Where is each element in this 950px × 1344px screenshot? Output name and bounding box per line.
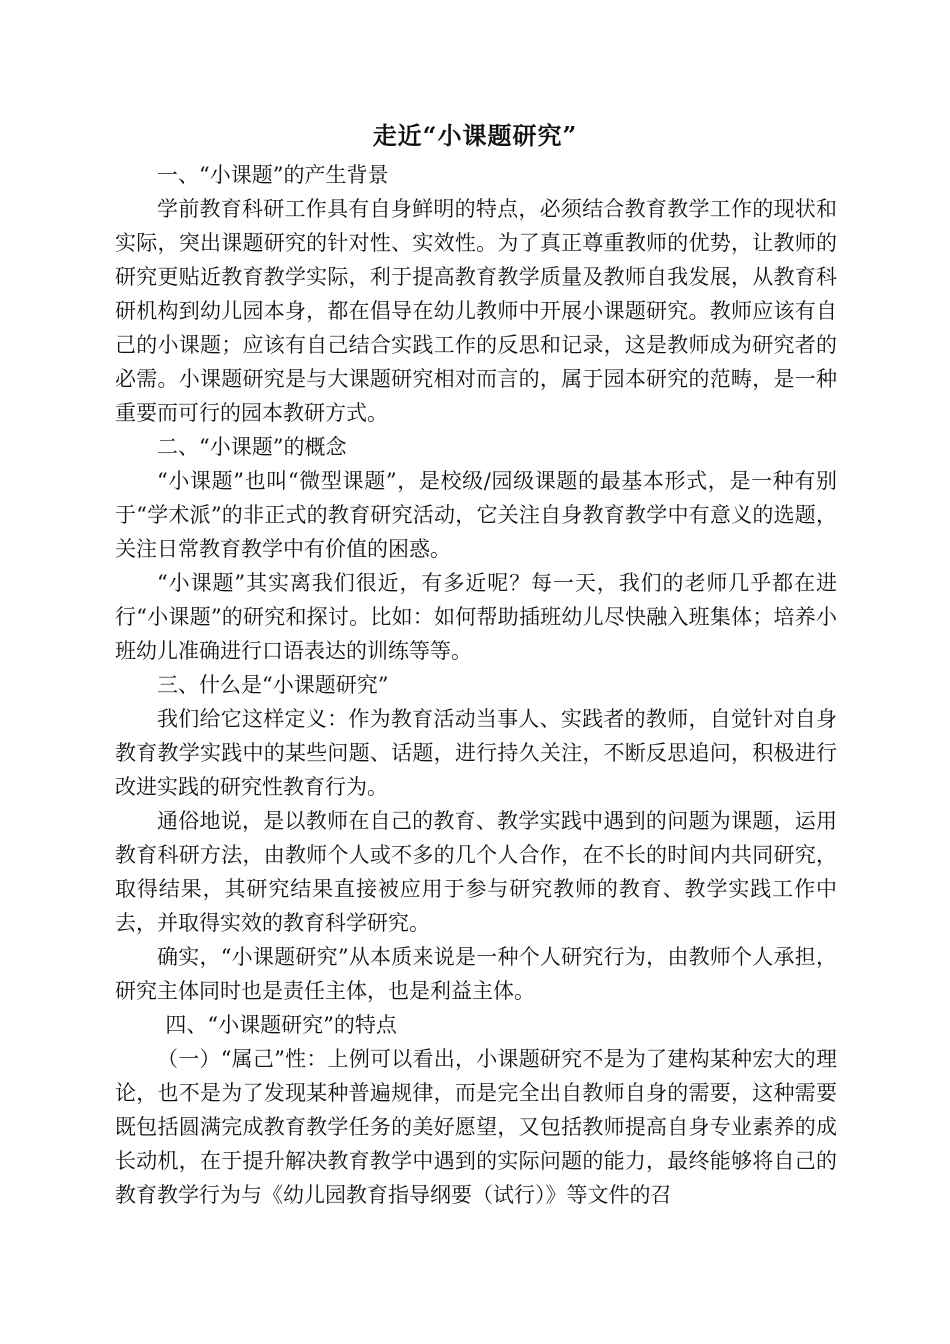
document-body [115, 158, 837, 1212]
section-heading-2: 二、“小课题”的概念 [157, 435, 347, 459]
section-heading-1: 一、“小课题”的产生背景 [157, 163, 389, 187]
paragraph-6: 确实，“小课题研究”从本质来说是一种个人研究行为，由教师个人承担，研究主体同时也是责任主体，也是利益主体。 [115, 945, 837, 1003]
section-heading-3: 三、什么是“小课题研究” [157, 673, 389, 697]
paragraph-3: “小课题”其实离我们很近，有多近呢？每一天，我们的老师几乎都在进行“小课题”的研究和探讨。比如：如何帮助插班幼儿尽快融入班集体；培养小班幼儿准确进行口语表达的训练等等。 [115, 571, 837, 663]
paragraph-4: 我们给它这样定义：作为教育活动当事人、实践者的教师，自觉针对自身教育教学实践中的某些问题、话题，进行持久关注，不断反思追问，积极进行改进实践的研究性教育行为。 [115, 707, 837, 799]
section-heading-4: 四、“小课题研究”的特点 [165, 1013, 397, 1037]
document-title: 走近“小课题研究” [372, 121, 578, 150]
paragraph-1: 学前教育科研工作具有自身鲜明的特点，必须结合教育教学工作的现状和实际，突出课题研究的针对性、实效性。为了真正尊重教师的优势，让教师的研究更贴近教育教学实际，利于提高教育教学质量及教师自我发展，从教育科研机构到幼儿园本身，都在倡导在幼儿教师中开展小课题研究。教师应该有自己的小课题；应该有自己结合实践工作的反思和记录，这是教师成为研究者的必需。小课题研究是与大课题研究相对而言的，属于园本研究的范畴，是一种重要而可行的园本教研方式。 [115, 197, 837, 425]
paragraph-5: 通俗地说，是以教师在自己的教育、教学实践中遇到的问题为课题，运用教育科研方法，由教师个人或不多的几个人合作，在不长的时间内共同研究，取得结果，其研究结果直接被应用于参与研究教师的教育、教学实践工作中去，并取得实效的教育科学研究。 [115, 809, 837, 935]
paragraph-7: （一）“属己”性：上例可以看出，小课题研究不是为了建构某种宏大的理论，也不是为了发现某种普遍规律，而是完全出自教师自身的需要，这种需要既包括圆满完成教育教学任务的美好愿望，又包括教师提高自身专业素养的成长动机，在于提升解决教育教学中遇到的实际问题的能力，最终能够将自己的教育教学行为与《幼儿园教育指导纲要（试行）》等文件的召 [115, 1047, 837, 1207]
paragraph-2: “小课题”也叫“微型课题”，是校级/园级课题的最基本形式，是一种有别于“学术派”的非正式的教育研究活动，它关注自身教育教学中有意义的选题，关注日常教育教学中有价值的困惑。 [115, 469, 837, 561]
